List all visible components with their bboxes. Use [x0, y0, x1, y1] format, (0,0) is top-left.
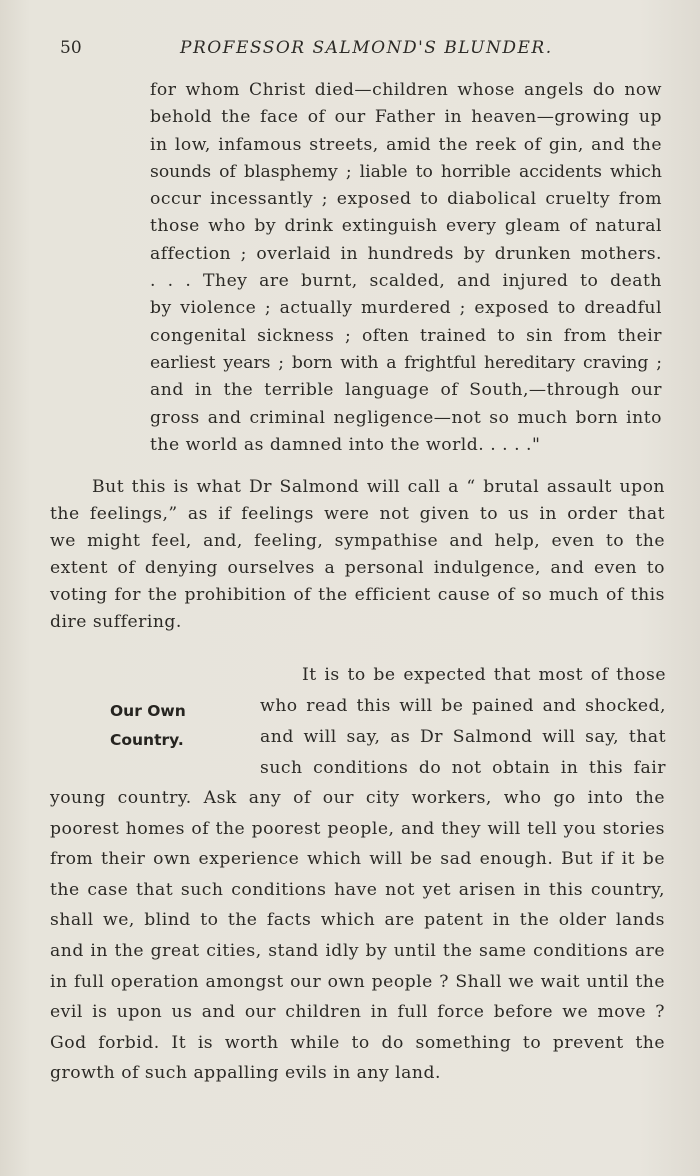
- running-title: PROFESSOR SALMOND'S BLUNDER.: [180, 38, 553, 58]
- margin-sidenote: [110, 697, 186, 755]
- quote-line: by violence ; actually murdered ; exposed to dreadful: [150, 298, 662, 319]
- paragraph-own-country-intro: [260, 660, 666, 784]
- paragraph-line: It is to be expected that most of those: [302, 665, 666, 685]
- paragraph-line: dire suffering.: [50, 612, 182, 632]
- paragraph-own-country: [50, 783, 665, 1089]
- sidenote-line: Country.: [110, 731, 184, 749]
- quote-line: sounds of blasphemy ; liable to horrible accidents which: [150, 161, 662, 182]
- paragraph-line: shall we, blind to the facts which are patent in the older lands: [50, 910, 665, 931]
- paragraph-line: we might feel, and, feeling, sympathise and help, even to the: [50, 531, 665, 551]
- paragraph-line: in full operation amongst our own people ? Shall we wait until the: [50, 971, 665, 992]
- quote-line: behold the face of our Father in heaven—growing up: [150, 107, 662, 128]
- paragraph-line: extent of denying ourselves a personal indulgence, and even to: [50, 558, 665, 578]
- paragraph-line: and will say, as Dr Salmond will say, that: [260, 727, 666, 747]
- paragraph-line: such conditions do not obtain in this fair: [260, 758, 666, 778]
- page-number: 50: [60, 38, 82, 58]
- sidenote-line: Our Own: [110, 702, 186, 720]
- quote-line: and in the terrible language of South,—through our: [150, 380, 662, 401]
- paragraph-line: the case that such conditions have not yet arisen in this country,: [50, 879, 665, 900]
- page-header: [60, 38, 660, 64]
- paragraph-brutal-assault: [50, 474, 665, 636]
- quote-line: occur incessantly ; exposed to diabolical cruelty from: [150, 189, 662, 210]
- quote-line: gross and criminal negligence—not so much born into: [150, 407, 662, 428]
- paragraph-line: the feelings,” as if feelings were not given to us in order that: [50, 504, 665, 524]
- quote-line: congenital sickness ; often trained to sin from their: [150, 325, 662, 346]
- quote-line: in low, infamous streets, amid the reek of gin, and the: [150, 134, 662, 155]
- paragraph-line: and in the great cities, stand idly by until the same conditions are: [50, 940, 665, 961]
- paragraph-line: evil is upon us and our children in full force before we move ?: [50, 1002, 665, 1023]
- paragraph-line: growth of such appalling evils in any land.: [50, 1063, 441, 1084]
- paragraph-line: But this is what Dr Salmond will call a “ brutal assault upon: [92, 477, 665, 497]
- paragraph-line: from their own experience which will be sad enough. But if it be: [50, 849, 665, 870]
- block-quote: [150, 77, 662, 459]
- quote-line: those who by drink extinguish every gleam of natural: [150, 216, 662, 237]
- paragraph-line: God forbid. It is worth while to do something to prevent the: [50, 1032, 665, 1053]
- quote-line: for whom Christ died—children whose angels do now: [150, 80, 662, 100]
- quote-line: affection ; overlaid in hundreds by drunken mothers.: [150, 243, 662, 264]
- paragraph-line: young country. Ask any of our city workers, who go into the: [50, 788, 665, 808]
- quote-line: . . . They are burnt, scalded, and injured to death: [150, 271, 662, 292]
- paragraph-line: voting for the prohibition of the efficient cause of so much of this: [50, 585, 665, 605]
- paragraph-line: poorest homes of the poorest people, and they will tell you stories: [50, 818, 665, 839]
- quote-line: the world as damned into the world. . . . .": [150, 434, 541, 455]
- paragraph-line: who read this will be pained and shocked,: [260, 696, 666, 716]
- quote-line: earliest years ; born with a frightful hereditary craving ;: [150, 352, 662, 373]
